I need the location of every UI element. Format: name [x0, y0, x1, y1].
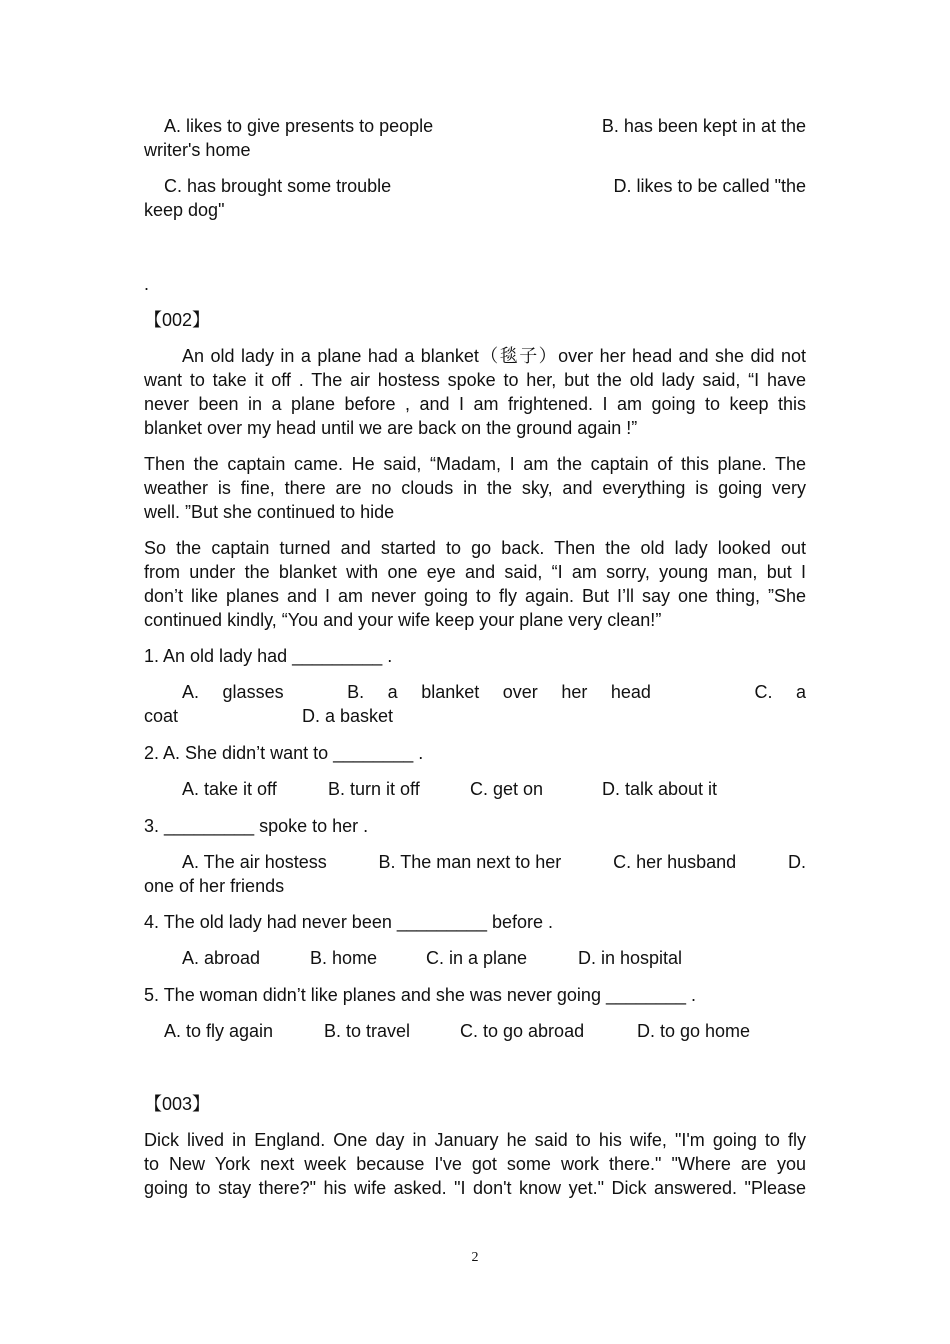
- option-d: D. talk about it: [602, 779, 718, 799]
- option-b-continued: writer's home: [144, 140, 251, 160]
- question-4: 4. The old lady had never been _________ before .: [144, 912, 553, 932]
- option-c: C. get on: [470, 779, 544, 799]
- option-d: D.: [787, 852, 806, 872]
- passage-line: don’t like planes and I am never going to fly again. But I’ll say one thing, ”She: [144, 586, 806, 606]
- passage-line: Dick lived in England. One day in January he said to his wife, "I'm going to fly: [144, 1130, 806, 1150]
- option-d: D. likes to be called "the: [613, 176, 806, 196]
- question-1-options-continued: [144, 704, 806, 728]
- question-1-options: [144, 680, 806, 704]
- passage-line: never been in a plane before , and I am frightened. I am going to keep this: [144, 394, 806, 414]
- passage-line: An old lady in a plane had a blanket（毯子）over her head and she did not: [182, 346, 806, 366]
- option-word: her: [561, 682, 588, 702]
- option-word: a: [387, 682, 398, 702]
- passage-line: blanket over my head until we are back on the ground again !”: [144, 418, 638, 438]
- option-b: B. has been kept in at the: [601, 116, 806, 136]
- option-a: A. abroad: [182, 948, 261, 968]
- question-3-options-continued: one of her friends: [144, 876, 285, 896]
- option-word: a: [795, 682, 806, 702]
- option-b: B. The man next to her: [378, 852, 562, 872]
- option-b: B. home: [310, 948, 378, 968]
- option-word: A.: [182, 682, 200, 702]
- passage-line: want to take it off . The air hostess spoke to her, but the old lady said, “I have: [144, 370, 806, 390]
- question-5: 5. The woman didn’t like planes and she was never going ________ .: [144, 985, 697, 1005]
- option-word: head: [610, 682, 651, 702]
- option-word: C.: [754, 682, 773, 702]
- option-c: C. to go abroad: [460, 1021, 585, 1041]
- option-a: A. take it off: [182, 779, 277, 799]
- option-d: D. a basket: [302, 706, 394, 726]
- question-3-options: [144, 850, 806, 874]
- option-c: C. her husband: [613, 852, 737, 872]
- stray-dot: .: [144, 274, 150, 294]
- section-label-002: 【002】: [144, 310, 211, 330]
- passage-line: to New York next week because I've got some work there." "Where are you: [144, 1154, 806, 1174]
- option-d-continued: keep dog": [144, 200, 225, 220]
- question-1: 1. An old lady had _________ .: [144, 646, 393, 666]
- option-d: D. in hospital: [578, 948, 683, 968]
- passage-line: weather is fine, there are no clouds in the sky, and everything is going very: [144, 478, 806, 498]
- section-label-003: 【003】: [144, 1094, 211, 1114]
- option-c: C. in a plane: [426, 948, 528, 968]
- option-word: B.: [347, 682, 365, 702]
- option-word: coat: [144, 706, 179, 726]
- option-b: B. turn it off: [328, 779, 420, 799]
- option-b: B. to travel: [324, 1021, 411, 1041]
- option-a: A. likes to give presents to people: [164, 116, 434, 136]
- option-word: over: [502, 682, 538, 702]
- passage-line: So the captain turned and started to go back. Then the old lady looked out: [144, 538, 806, 558]
- question-2: 2. A. She didn’t want to ________ .: [144, 743, 424, 763]
- option-a: A. to fly again: [164, 1021, 274, 1041]
- passage-line: continued kindly, “You and your wife keep your plane very clean!”: [144, 610, 662, 630]
- passage-line: from under the blanket with one eye and said, “I am sorry, young man, but I: [144, 562, 806, 582]
- question-3: 3. _________ spoke to her .: [144, 816, 369, 836]
- option-d: D. to go home: [637, 1021, 751, 1041]
- option-word: blanket: [421, 682, 480, 702]
- page-number: 2: [471, 1250, 479, 1265]
- option-c: C. has brought some trouble: [164, 176, 392, 196]
- passage-line: Then the captain came. He said, “Madam, I am the captain of this plane. The: [144, 454, 806, 474]
- passage-line: well. ”But she continued to hide: [144, 502, 395, 522]
- option-word: glasses: [222, 682, 284, 702]
- passage-line: going to stay there?" his wife asked. "I don't know yet." Dick answered. "Please: [144, 1178, 806, 1198]
- option-a: A. The air hostess: [182, 852, 327, 872]
